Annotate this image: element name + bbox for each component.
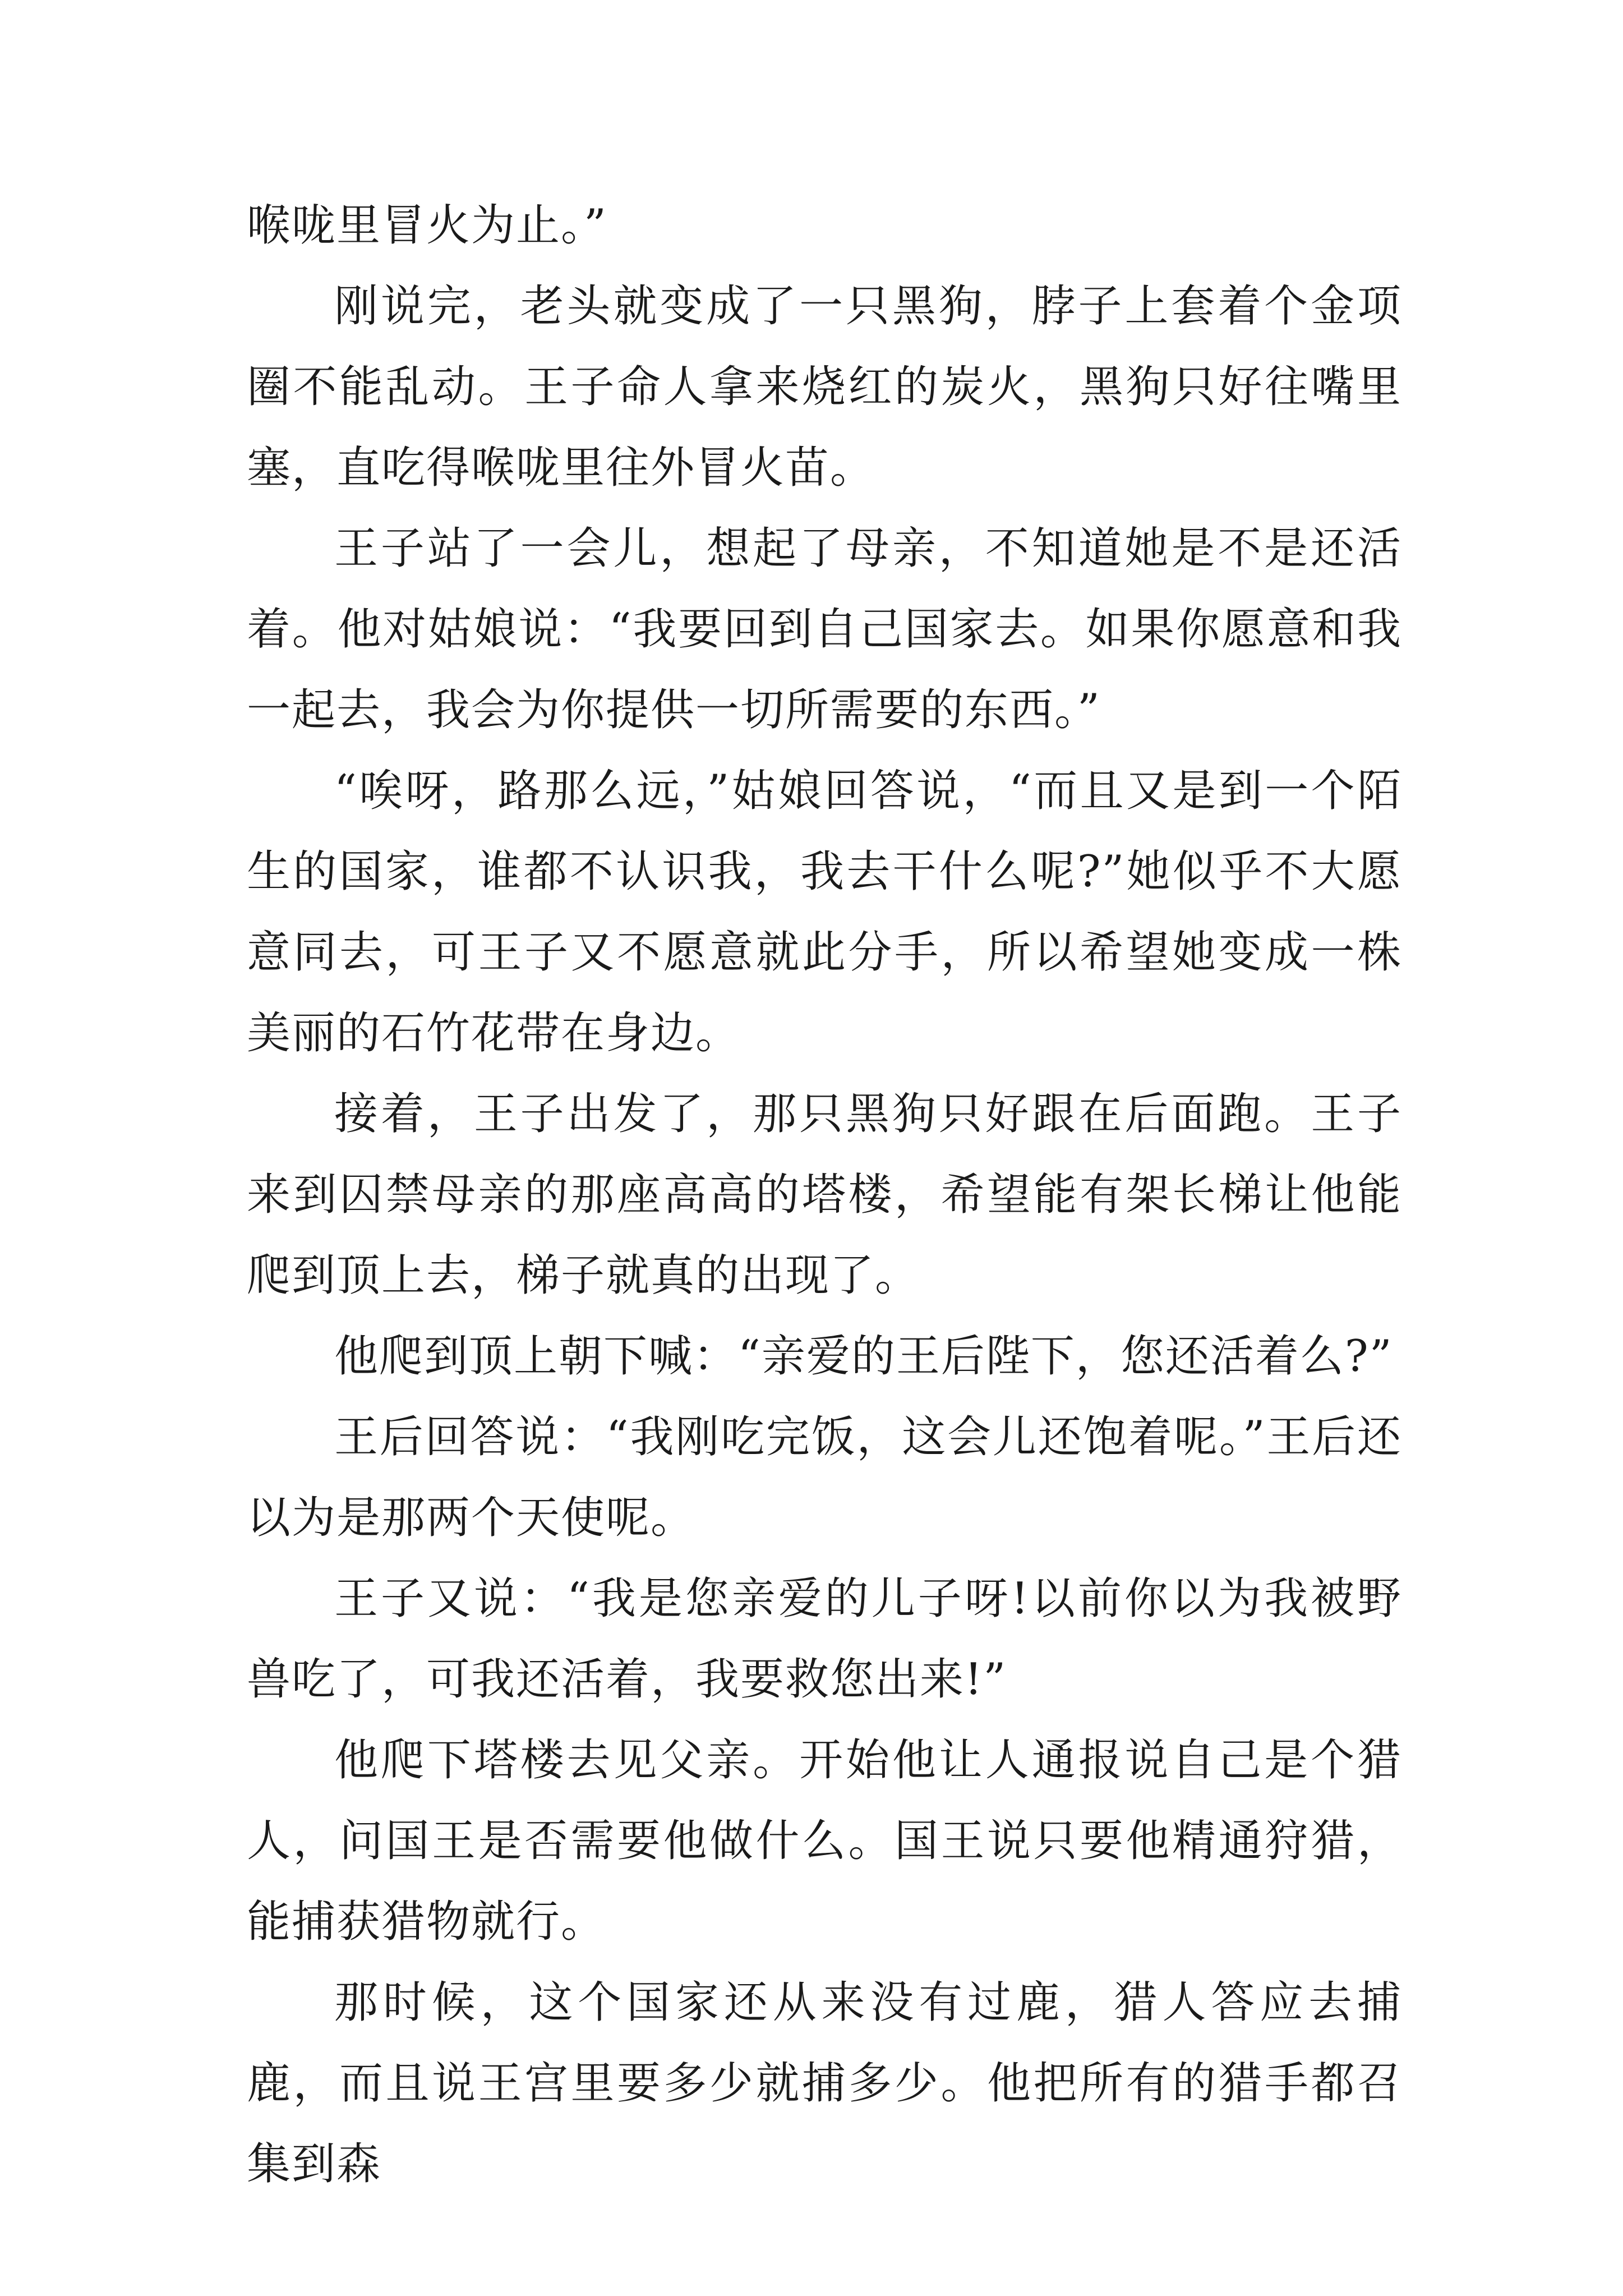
paragraph: 刚说完，老头就变成了一只黑狗，脖子上套着个金项圈不能乱动。王子命人拿来烧红的炭火，黑狗只好往嘴里塞，直吃得喉咙里往外冒火苗。 [247, 281, 1402, 493]
paragraph: 他爬到顶上朝下喊：“亲爱的王后陛下，您还活着么?” [334, 1331, 1393, 1382]
paragraph: 王后回答说：“我刚吃完饭，这会儿还饱着呢。”王后还以为是那两个天使呢。 [247, 1412, 1402, 1543]
paragraph: 那时候，这个国家还从来没有过鹿，猎人答应去捕鹿，而且说王宫里要多少就捕多少。他把所有的猎手都召集到森 [247, 1977, 1402, 2189]
document-body [247, 185, 1402, 2205]
paragraph-continuation: 喉咙里冒火为止。” [247, 200, 607, 251]
paragraph: “唉呀，路那么远，”姑娘回答说，“而且又是到一个陌生的国家，谁都不认识我，我去干什么呢?”她似乎不大愿意同去，可王子又不愿意就此分手，所以希望她变成一株美丽的石竹花带在身边。 [247, 766, 1402, 1059]
paragraph: 王子站了一会儿，想起了母亲，不知道她是不是还活着。他对姑娘说：“我要回到自己国家去。如果你愿意和我一起去，我会为你提供一切所需要的东西。” [247, 523, 1402, 735]
paragraph: 王子又说：“我是您亲爱的儿子呀!以前你以为我被野兽吃了，可我还活着，我要救您出来!” [247, 1573, 1402, 1705]
paragraph: 接着，王子出发了，那只黑狗只好跟在后面跑。王子来到囚禁母亲的那座高高的塔楼，希望能有架长梯让他能爬到顶上去，梯子就真的出现了。 [247, 1089, 1402, 1301]
paragraph: 他爬下塔楼去见父亲。开始他让人通报说自己是个猎人，问国王是否需要他做什么。国王说只要他精通狩猎，能捕获猎物就行。 [247, 1735, 1402, 1947]
